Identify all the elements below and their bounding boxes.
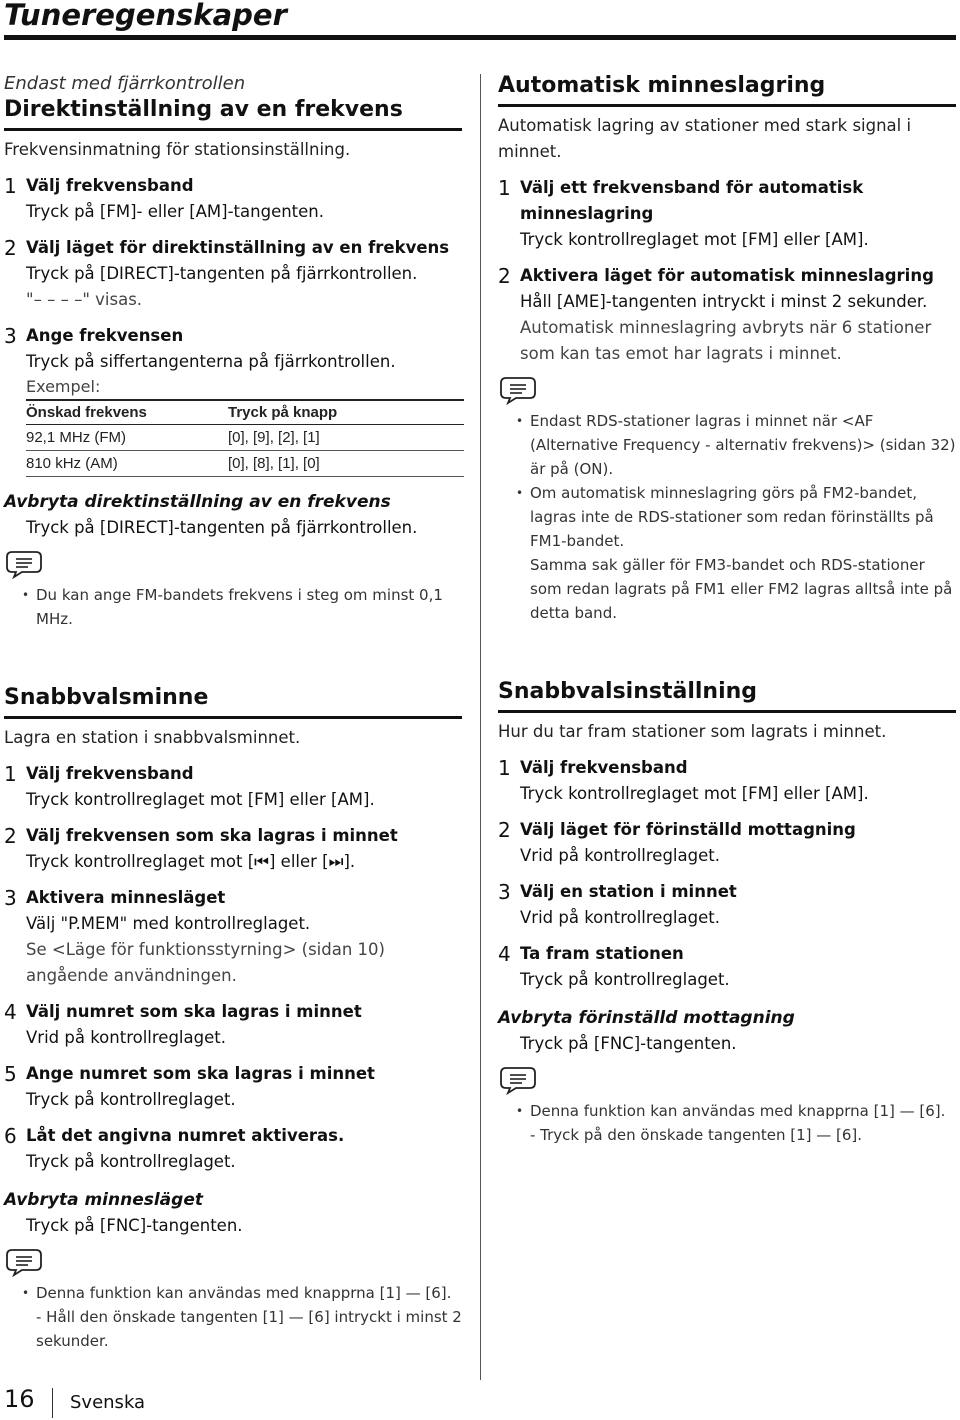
- step-body: Välj "P.MEM" med kontrollreglaget.: [26, 914, 311, 933]
- step-number: 1: [498, 176, 511, 200]
- note-speech-bubble-icon: [498, 1065, 538, 1095]
- step-body: Tryck på kontrollreglaget.: [520, 970, 730, 989]
- step-body: Vrid på kontrollreglaget.: [26, 1028, 226, 1047]
- preset-recall-section: [498, 678, 956, 1147]
- footer-divider: [52, 1388, 53, 1418]
- table-cell: 92,1 MHz (FM): [26, 425, 228, 451]
- step-title: Välj en station i minnet: [520, 882, 737, 901]
- section-title: Direktinställning av en frekvens: [4, 96, 462, 131]
- step-title: Aktivera läget för automatisk minneslagring: [520, 266, 934, 285]
- step-number: 3: [4, 324, 17, 348]
- table-cell: 810 kHz (AM): [26, 451, 228, 477]
- step-number: 1: [4, 174, 17, 198]
- step: [498, 817, 956, 869]
- step-title: Ange frekvensen: [26, 326, 184, 345]
- step-title: Ta fram stationen: [520, 944, 684, 963]
- note-bullet: • Denna funktion kan användas med knapprna [1] — [6].: [498, 1099, 956, 1123]
- step-body: Tryck på siffertangenterna på fjärrkontrollen.: [26, 352, 396, 371]
- cancel-body: Tryck på [FNC]-tangenten.: [26, 1216, 243, 1235]
- step: [4, 823, 462, 875]
- page-number: 16: [4, 1385, 35, 1413]
- example-table: [26, 399, 464, 477]
- step: [498, 263, 956, 367]
- step: [4, 1123, 462, 1175]
- step-title: Välj frekvensband: [520, 758, 688, 777]
- auto-memory-section: [498, 72, 956, 625]
- table-header: Önskad frekvens: [26, 400, 228, 425]
- step: [498, 879, 956, 931]
- note-continuation: Samma sak gäller för FM3-bandet och RDS-stationer som redan lagrats på FM1 eller FM2 lagras alltså inte på detta band.: [530, 556, 953, 622]
- direct-tuning-section: [4, 72, 462, 631]
- step: [4, 235, 462, 313]
- preset-memory-section: [4, 684, 462, 1353]
- section-title: Snabbvalsminne: [4, 684, 462, 719]
- step-note: Se <Läge för funktionsstyrning> (sidan 10) angående användningen.: [26, 940, 385, 985]
- step: [4, 885, 462, 989]
- note-bullet: • Om automatisk minneslagring görs på FM2-bandet, lagras inte de RDS-stationer som redan förinställts på FM1-bandet.: [498, 481, 956, 553]
- note-bullet: • Endast RDS-stationer lagras i minnet när <AF (Alternative Frequency - alternativ frekvens)> (sidan 32) är på (ON).: [498, 409, 956, 481]
- step: [4, 1061, 462, 1113]
- step-number: 4: [4, 1000, 17, 1024]
- step-number: 1: [4, 762, 17, 786]
- cancel-title: Avbryta förinställd mottagning: [498, 1008, 795, 1028]
- table-header: Tryck på knapp: [228, 400, 464, 425]
- step: [498, 941, 956, 993]
- step-number: 4: [498, 942, 511, 966]
- step-number: 3: [498, 880, 511, 904]
- table-header-row: [26, 400, 464, 425]
- step-note: "– – – –" visas.: [26, 290, 143, 309]
- step-note: Automatisk minneslagring avbryts när 6 stationer som kan tas emot har lagrats i minnet.: [520, 318, 932, 363]
- step: [4, 761, 462, 813]
- note-continuation: - Håll den önskade tangenten [1] — [6] intryckt i minst 2 sekunder.: [36, 1308, 462, 1350]
- step-title: Välj frekvensband: [26, 176, 194, 195]
- header-rule: [4, 35, 956, 40]
- step-title: Välj numret som ska lagras i minnet: [26, 1002, 362, 1021]
- step-number: 5: [4, 1062, 17, 1086]
- step-number: 2: [498, 818, 511, 842]
- step: [498, 175, 956, 253]
- section-lead: Hur du tar fram stationer som lagrats i minnet.: [498, 722, 887, 741]
- step-number: 6: [4, 1124, 17, 1148]
- section-title: Snabbvalsinställning: [498, 678, 956, 713]
- step-body: Tryck kontrollreglaget mot [FM] eller [AM].: [26, 790, 375, 809]
- step-body: Tryck kontrollreglaget mot [⏮] eller [⏭].: [26, 852, 356, 871]
- step-title: Välj frekvensband: [26, 764, 194, 783]
- step-title: Ange numret som ska lagras i minnet: [26, 1064, 375, 1083]
- step-body: Tryck kontrollreglaget mot [FM] eller [AM].: [520, 784, 869, 803]
- step-body: Vrid på kontrollreglaget.: [520, 846, 720, 865]
- page-header-title: Tuneregenskaper: [4, 0, 287, 32]
- table-row: [26, 451, 464, 477]
- note-speech-bubble-icon: [4, 1247, 44, 1277]
- section-lead: Frekvensinmatning för stationsinställning.: [4, 140, 351, 159]
- step-body: Vrid på kontrollreglaget.: [520, 908, 720, 927]
- step-body: Tryck på kontrollreglaget.: [26, 1152, 236, 1171]
- step-body: Tryck på kontrollreglaget.: [26, 1090, 236, 1109]
- step-title: Aktivera minnesläget: [26, 888, 226, 907]
- cancel-title: Avbryta direktinställning av en frekvens: [4, 492, 391, 512]
- cancel-body: Tryck på [DIRECT]-tangenten på fjärrkontrollen.: [26, 518, 418, 537]
- step-title: Välj ett frekvensband för automatisk minneslagring: [520, 178, 864, 223]
- section-title: Automatisk minneslagring: [498, 72, 956, 107]
- step-title: Välj frekvensen som ska lagras i minnet: [26, 826, 398, 845]
- step-number: 3: [4, 886, 17, 910]
- step-title: Låt det angivna numret aktiveras.: [26, 1126, 345, 1145]
- step-number: 2: [4, 236, 17, 260]
- step-body: Håll [AME]-tangenten intryckt i minst 2 sekunder.: [520, 292, 928, 311]
- note-continuation: - Tryck på den önskade tangenten [1] — [6].: [530, 1126, 863, 1144]
- note-speech-bubble-icon: [4, 549, 44, 579]
- step: [498, 755, 956, 807]
- step: [4, 323, 462, 375]
- step-number: 1: [498, 756, 511, 780]
- note-speech-bubble-icon: [498, 375, 538, 405]
- step-body: Tryck på [DIRECT]-tangenten på fjärrkontrollen.: [26, 264, 418, 283]
- footer-language: Svenska: [70, 1392, 146, 1413]
- section-lead: Lagra en station i snabbvalsminnet.: [4, 728, 301, 747]
- cancel-title: Avbryta minnesläget: [4, 1190, 203, 1210]
- note-bullet: • Denna funktion kan användas med knapprna [1] — [6].: [4, 1281, 462, 1305]
- note-bullet: • Du kan ange FM-bandets frekvens i steg om minst 0,1 MHz.: [4, 583, 462, 631]
- step-body: Tryck kontrollreglaget mot [FM] eller [AM].: [520, 230, 869, 249]
- column-divider: [480, 74, 481, 1380]
- step-title: Välj läget för förinställd mottagning: [520, 820, 856, 839]
- step-number: 2: [4, 824, 17, 848]
- table-row: [26, 425, 464, 451]
- remote-only-note: Endast med fjärrkontrollen: [4, 73, 246, 94]
- step-title: Välj läget för direktinställning av en frekvens: [26, 238, 450, 257]
- step-number: 2: [498, 264, 511, 288]
- step: [4, 999, 462, 1051]
- step-body: Tryck på [FM]- eller [AM]-tangenten.: [26, 202, 324, 221]
- table-cell: [0], [8], [1], [0]: [228, 451, 464, 477]
- table-cell: [0], [9], [2], [1]: [228, 425, 464, 451]
- step: [4, 173, 462, 225]
- example-label: Exempel:: [26, 377, 101, 396]
- cancel-body: Tryck på [FNC]-tangenten.: [520, 1034, 737, 1053]
- section-lead: Automatisk lagring av stationer med stark signal i minnet.: [498, 116, 912, 161]
